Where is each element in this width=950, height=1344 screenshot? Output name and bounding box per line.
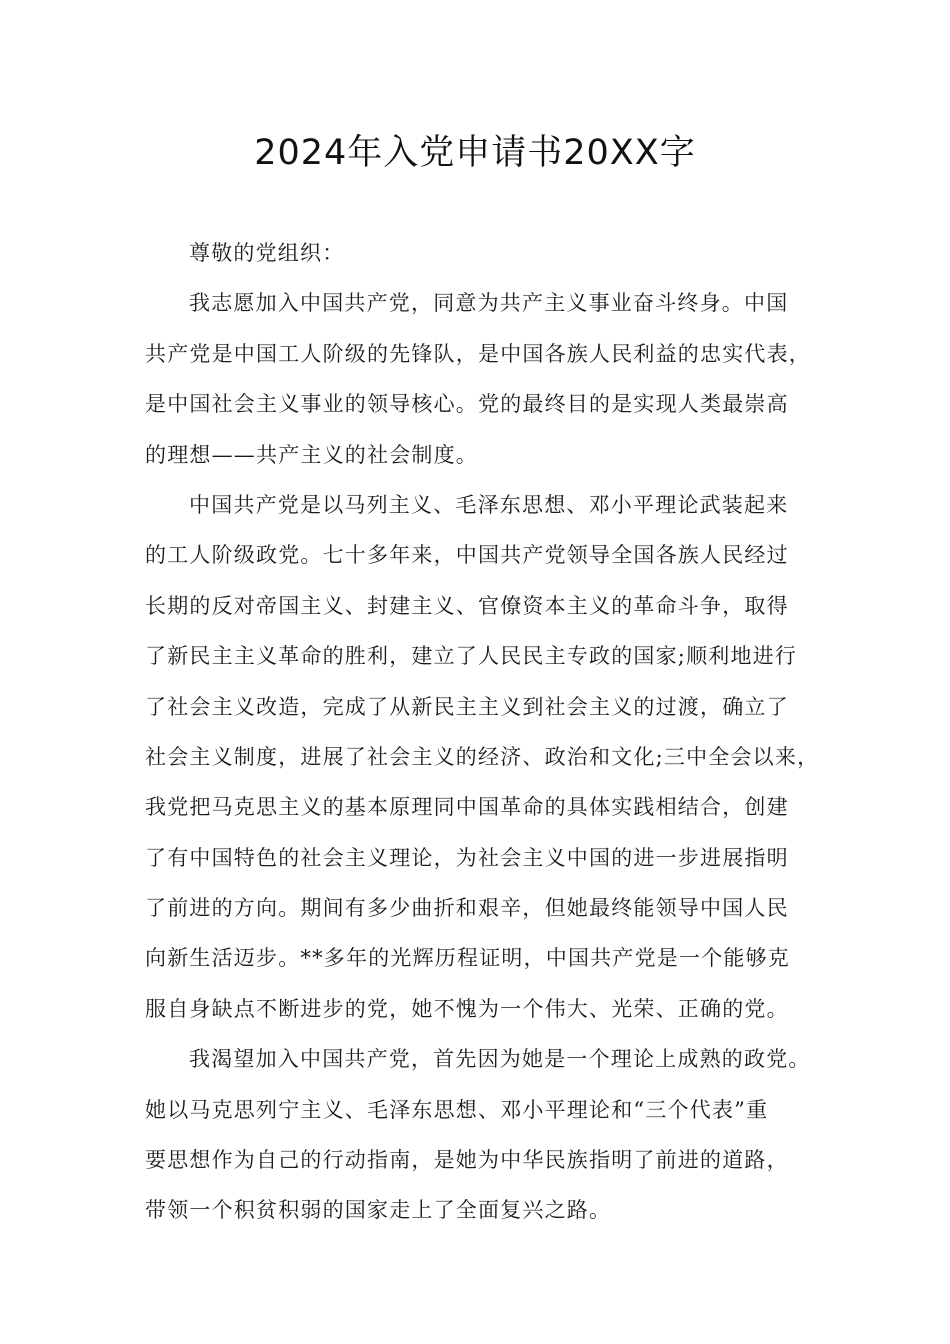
- document-title: 2024年入党申请书20XX字: [254, 133, 696, 173]
- paragraph-2-line-11: 服自身缺点不断进步的党，她不愧为一个伟大、光荣、正确的党。: [145, 996, 789, 1021]
- document-body: [145, 228, 845, 1236]
- paragraph-1-line-3: 是中国社会主义事业的领导核心。党的最终目的是实现人类最崇高: [145, 392, 789, 417]
- paragraph-2-line-9: 了前进的方向。期间有多少曲折和艰辛，但她最终能领导中国人民: [145, 896, 789, 921]
- paragraph-2-line-1: 中国共产党是以马列主义、毛泽东思想、邓小平理论武装起来: [189, 492, 789, 517]
- paragraph-2-line-2: 的工人阶级政党。七十多年来，中国共产党领导全国各族人民经过: [145, 543, 789, 568]
- paragraph-2-line-5: 了社会主义改造，完成了从新民主主义到社会主义的过渡，确立了: [145, 694, 789, 719]
- salutation: 尊敬的党组织：: [189, 241, 345, 265]
- paragraph-3-line-3: 要思想作为自己的行动指南，是她为中华民族指明了前进的道路，: [145, 1148, 789, 1173]
- paragraph-2-line-6: 社会主义制度，进展了社会主义的经济、政治和文化;三中全会以来，: [145, 744, 820, 769]
- paragraph-2-line-7: 我党把马克思主义的基本原理同中国革命的具体实践相结合，创建: [145, 795, 789, 820]
- paragraph-1-line-4: 的理想——共产主义的社会制度。: [145, 442, 478, 467]
- paragraph-2-line-10: 向新生活迈步。**多年的光辉历程证明，中国共产党是一个能够克: [145, 946, 790, 971]
- paragraph-1-line-2: 共产党是中国工人阶级的先锋队，是中国各族人民利益的忠实代表，: [145, 341, 811, 366]
- paragraph-2-line-3: 长期的反对帝国主义、封建主义、官僚资本主义的革命斗争，取得: [145, 593, 789, 618]
- paragraph-2-line-8: 了有中国特色的社会主义理论，为社会主义中国的进一步进展指明: [145, 845, 789, 870]
- paragraph-3-line-4: 带领一个积贫积弱的国家走上了全面复兴之路。: [145, 1198, 612, 1223]
- paragraph-3-line-1: 我渴望加入中国共产党，首先因为她是一个理论上成熟的政党。: [189, 1047, 811, 1072]
- paragraph-2-line-4: 了新民主主义革命的胜利，建立了人民民主专政的国家;顺利地进行: [145, 644, 798, 669]
- paragraph-3-line-2: 她以马克思列宁主义、毛泽东思想、邓小平理论和“三个代表”重: [145, 1097, 769, 1122]
- paragraph-1-line-1: 我志愿加入中国共产党，同意为共产主义事业奋斗终身。中国: [189, 291, 789, 316]
